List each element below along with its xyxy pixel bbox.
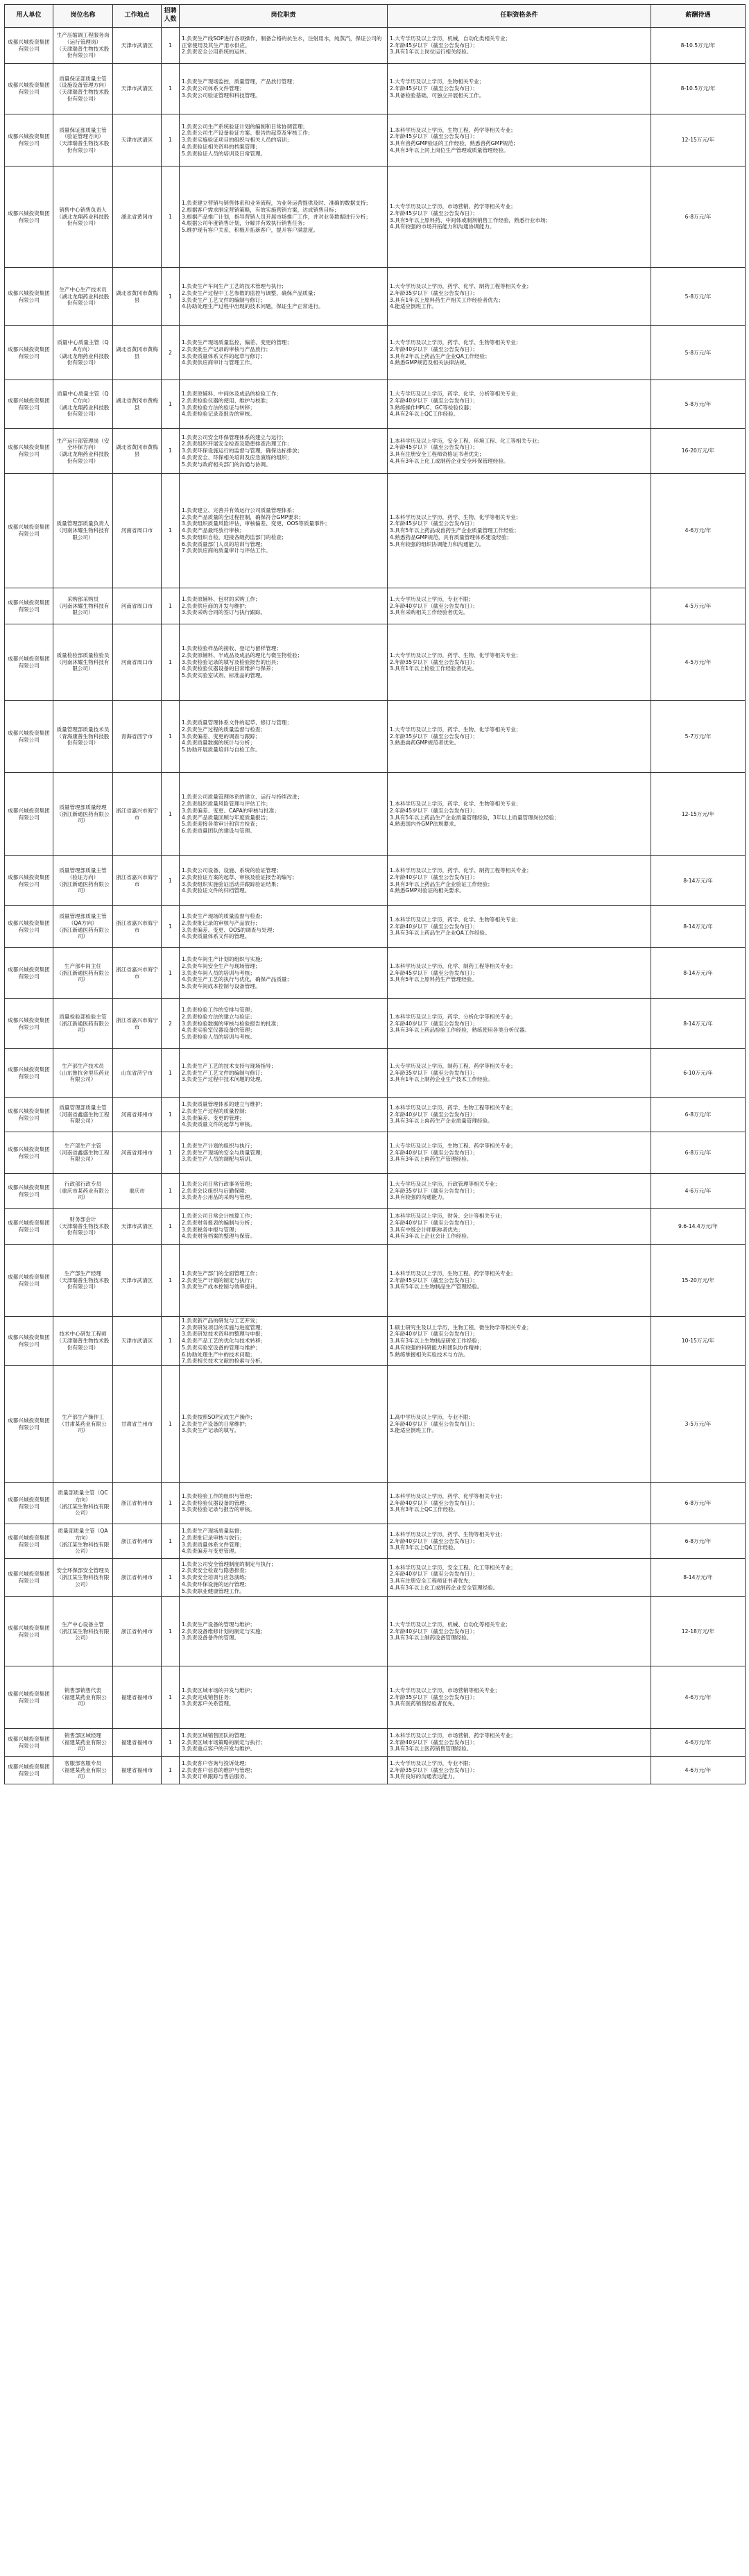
- table-row: [5, 1483, 746, 1524]
- count-cell: 2: [162, 999, 180, 1049]
- count-cell: 1: [162, 1757, 180, 1784]
- location-cell: 福建省福州市: [113, 1729, 162, 1757]
- requirements-cell: 1.大专学历及以上学历，生物相关专业； 2.年龄45岁以下（截至公告发布日）； 3.具备检验基础，可独立开展相关工作。: [388, 64, 651, 114]
- duties-cell: 1.负责原辅料、包材的采购工作； 2.负责供应商的开发与维护； 3.负责采购合同的签订与执行跟踪。: [180, 588, 388, 624]
- requirements-cell: 1.本科学历及以上学历，药学、化学、制药工程等相关专业； 2.年龄40岁以下（截至公告发布日）； 3.具有3年以上药品生产企业验证工作经验； 4.熟悉GMP对验证的相关要求。: [388, 856, 651, 906]
- location-cell: 浙江省嘉兴市海宁市: [113, 999, 162, 1049]
- unit-cell: 成都兴城投资集团有限公司: [5, 326, 53, 380]
- duties-cell: 1.负责生产现场质量监督； 2.负责批记录审核与放行； 3.负责质量体系文件管理； 4.负责偏差与变更管理。: [180, 1524, 388, 1559]
- location-cell: 河南省周口市: [113, 624, 162, 701]
- unit-cell: 成都兴城投资集团有限公司: [5, 588, 53, 624]
- location-cell: 青海省西宁市: [113, 701, 162, 773]
- count-cell: 1: [162, 64, 180, 114]
- requirements-cell: 1.大专学历及以上学历，市场营销等相关专业； 2.年龄35岁以下（截至公告发布日）； 3.具有医药销售经验者优先。: [388, 1666, 651, 1729]
- requirements-cell: 1.大专学历及以上学历，药学、生物、化学等相关专业； 2.年龄35岁以下（截至公告发布日）； 3.熟悉兽药GMP规范者优先。: [388, 701, 651, 773]
- location-cell: 甘肃省兰州市: [113, 1366, 162, 1483]
- location-cell: 浙江省杭州市: [113, 1483, 162, 1524]
- count-cell: 1: [162, 773, 180, 856]
- unit-cell: 成都兴城投资集团有限公司: [5, 1524, 53, 1559]
- location-cell: 浙江省杭州市: [113, 1524, 162, 1559]
- requirements-cell: 1.本科学历及以上学历，药学、分析化学等相关专业； 2.年龄40岁以下（截至公告发布日）； 3.具有3年以上药品检验工作经验，熟练使用各类分析仪器。: [388, 999, 651, 1049]
- count-cell: 1: [162, 1366, 180, 1483]
- unit-cell: 成都兴城投资集团有限公司: [5, 1317, 53, 1366]
- unit-cell: 成都兴城投资集团有限公司: [5, 28, 53, 64]
- location-cell: 河南省周口市: [113, 588, 162, 624]
- count-cell: 1: [162, 906, 180, 948]
- header-position: 岗位名称: [53, 5, 113, 28]
- requirements-cell: 1.大专学历及以上学历，机械、自动化等相关专业； 2.年龄40岁以下（截至公告发布日）； 3.具有3年以上制药设备管理经验。: [388, 1597, 651, 1666]
- salary-cell: 4-6万元/年: [651, 1757, 746, 1784]
- table-row: [5, 1174, 746, 1209]
- duties-cell: 1.负责公司质量管理体系的建立、运行与持续改进； 2.负责组织质量风险管理与评估工作； 3.负责偏差、变更、CAPA的审核与批准； 4.负责产品质量回顾与年度质量报告； 5.负责迎接各类审计和官方检查； 6.负责质量团队的建设与管理。: [180, 773, 388, 856]
- salary-cell: 15-20万元/年: [651, 1245, 746, 1317]
- count-cell: 1: [162, 588, 180, 624]
- duties-cell: 1.负责公司日常会计核算工作； 2.负责财务报表的编制与分析； 3.负责税务申报与管理； 4.负责财务档案的整理与保管。: [180, 1209, 388, 1245]
- requirements-cell: 1.本科学历及以上学历，化学、制药工程等相关专业； 2.年龄45岁以下（截至公告发布日）； 3.具有5年以上原料药生产管理经验。: [388, 948, 651, 999]
- unit-cell: 成都兴城投资集团有限公司: [5, 1666, 53, 1729]
- count-cell: 1: [162, 28, 180, 64]
- salary-cell: 12-18万元/年: [651, 1597, 746, 1666]
- table-row: [5, 64, 746, 114]
- unit-cell: 成都兴城投资集团有限公司: [5, 167, 53, 268]
- table-row: [5, 773, 746, 856]
- position-cell: 销售中心销售负责人 （湖北龙翔药业科技股份有限公司）: [53, 167, 113, 268]
- unit-cell: 成都兴城投资集团有限公司: [5, 380, 53, 429]
- position-cell: 质量管理部质量负责人 （河南沐耀生物科技有限公司）: [53, 474, 113, 588]
- unit-cell: 成都兴城投资集团有限公司: [5, 856, 53, 906]
- duties-cell: 1.负责建立营销与销售体系和业务流程，为业务运营提供及时、准确的数据支持； 2.根据客户需求制定营销策略，有效实施营销方案，达成销售目标； 3.根据产品推广计划，指导营销人员开展市场推广工作，并对业务数据进行分析； 4.根据公司年度销售计划，分解并有效执行销售任务； 5.维护现有客户关系，积极开拓新客户，提升客户满意度。: [180, 167, 388, 268]
- table-row: [5, 999, 746, 1049]
- salary-cell: 6-8万元/年: [651, 167, 746, 268]
- table-row: [5, 1209, 746, 1245]
- table-body: [5, 28, 746, 1784]
- location-cell: 天津市武清区: [113, 28, 162, 64]
- salary-cell: 12-15万元/年: [651, 114, 746, 167]
- position-cell: 生产部车间主任 （浙江新通医药有限公司）: [53, 948, 113, 999]
- duties-cell: 1.负责检验工作的安排与管理； 2.负责检验方法的建立与验证； 3.负责检验数据的审核与检验报告的批准； 4.负责实验室仪器设备的管理； 5.负责检验人员的培训与考核。: [180, 999, 388, 1049]
- salary-cell: 8-10.5万元/年: [651, 64, 746, 114]
- count-cell: 1: [162, 429, 180, 474]
- salary-cell: 6-8万元/年: [651, 1132, 746, 1174]
- count-cell: 1: [162, 1132, 180, 1174]
- position-cell: 质量管理部质量主管 （河南省鑫盛生物工程有限公司）: [53, 1098, 113, 1132]
- table-row: [5, 268, 746, 326]
- table-row: [5, 701, 746, 773]
- table-row: [5, 28, 746, 64]
- unit-cell: 成都兴城投资集团有限公司: [5, 429, 53, 474]
- count-cell: 1: [162, 268, 180, 326]
- count-cell: 1: [162, 114, 180, 167]
- count-cell: 1: [162, 1524, 180, 1559]
- duties-cell: 1.负责质量管理体系文件的起草、修订与管理； 2.负责生产过程的质量监督与检查； 3.负责偏差、变更的调查与跟踪； 4.负责质量数据的统计与分析； 5.协助开展质量培训与自检工作。: [180, 701, 388, 773]
- location-cell: 山东省济宁市: [113, 1049, 162, 1098]
- location-cell: 浙江省嘉兴市海宁市: [113, 773, 162, 856]
- position-cell: 质量管理部质量经理 （浙江新通医药有限公司）: [53, 773, 113, 856]
- salary-cell: 4-6万元/年: [651, 1174, 746, 1209]
- table-row: [5, 114, 746, 167]
- position-cell: 质量检验部检验主管 （浙江新通医药有限公司）: [53, 999, 113, 1049]
- position-cell: 质量部质量主管（QC方向） （浙江某生物科技有限公司）: [53, 1483, 113, 1524]
- requirements-cell: 1.大专学历及以上学历，药学、化学、生物等相关专业； 2.年龄40岁以下（截至公告发布日）； 3.具有2年以上药品生产企业QA工作经验； 4.熟悉GMP规范及相关法律法规。: [388, 326, 651, 380]
- position-cell: 质量管理部质量技术员 （青海康普生物科技股份有限公司）: [53, 701, 113, 773]
- salary-cell: 12-15万元/年: [651, 773, 746, 856]
- salary-cell: 8-14万元/年: [651, 856, 746, 906]
- position-cell: 生产中心生产技术员 （湖北龙翔药业科技股份有限公司）: [53, 268, 113, 326]
- location-cell: 湖北省黄冈市: [113, 167, 162, 268]
- position-cell: 安全环保部安全管理员 （浙江某生物科技有限公司）: [53, 1559, 113, 1597]
- position-cell: 财务部会计 （天津瑞普生物技术股份有限公司）: [53, 1209, 113, 1245]
- count-cell: 1: [162, 1597, 180, 1666]
- unit-cell: 成都兴城投资集团有限公司: [5, 1729, 53, 1757]
- position-cell: 销售部区域经理 （福建某药业有限公司）: [53, 1729, 113, 1757]
- header-location: 工作地点: [113, 5, 162, 28]
- unit-cell: 成都兴城投资集团有限公司: [5, 999, 53, 1049]
- count-cell: 1: [162, 948, 180, 999]
- position-cell: 生产部生产经理 （天津瑞普生物技术股份有限公司）: [53, 1245, 113, 1317]
- table-row: [5, 1559, 746, 1597]
- salary-cell: 4-5万元/年: [651, 588, 746, 624]
- location-cell: 浙江省嘉兴市海宁市: [113, 856, 162, 906]
- duties-cell: 1.负责区域市场的开发与维护； 2.负责完成销售任务； 3.负责客户关系管理。: [180, 1666, 388, 1729]
- duties-cell: 1.负责生产现场质量监控，偏差、变更的管理； 2.负责批生产记录的审核与产品放行； 3.负责质量体系文件的起草与修订； 4.负责供应商审计与管理工作。: [180, 326, 388, 380]
- salary-cell: 9.6-14.4万元/年: [651, 1209, 746, 1245]
- location-cell: 河南省郑州市: [113, 1098, 162, 1132]
- count-cell: 1: [162, 1666, 180, 1729]
- duties-cell: 1.负责质量管理体系的建立与维护； 2.负责生产过程的质量控制； 3.负责偏差、变更的管理； 4.负责质量文件的起草与审核。: [180, 1098, 388, 1132]
- duties-cell: 1.负责生产现场监控，质量管理，产品放行管理； 2.负责公司体系文件管理； 3.负责公司验证管理和科技管理。: [180, 64, 388, 114]
- salary-cell: 10-15万元/年: [651, 1317, 746, 1366]
- requirements-cell: 1.本科学历及以上学历，市场营销、药学等相关专业； 2.年龄40岁以下（截至公告发布日）； 3.具有3年以上医药销售管理经验。: [388, 1729, 651, 1757]
- location-cell: 河南省郑州市: [113, 1132, 162, 1174]
- count-cell: 1: [162, 1049, 180, 1098]
- unit-cell: 成都兴城投资集团有限公司: [5, 268, 53, 326]
- table-row: [5, 1245, 746, 1317]
- count-cell: 1: [162, 1729, 180, 1757]
- unit-cell: 成都兴城投资集团有限公司: [5, 1049, 53, 1098]
- requirements-cell: 1.本科学历及以上学历，药学、生物等相关专业； 2.年龄40岁以下（截至公告发布日）； 3.具有3年以上QA工作经验。: [388, 1524, 651, 1559]
- duties-cell: 1.负责生产设备的管理与维护； 2.负责设备维修计划的制定与实施； 3.负责设备备件的管理。: [180, 1597, 388, 1666]
- count-cell: 1: [162, 1559, 180, 1597]
- table-row: [5, 326, 746, 380]
- salary-cell: 4-5万元/年: [651, 624, 746, 701]
- duties-cell: 1.负责检验样品的接收、登记与留样管理； 2.负责原辅料、半成品及成品的理化与微生物检验； 3.负责检验记录的填写及检验报告的出具； 4.负责检验仪器设备的日常维护与保养； 5.负责实验室试剂、标准品的管理。: [180, 624, 388, 701]
- duties-cell: 1.负责生产车间生产工艺的技术管理与执行； 2.负责生产过程中工艺参数的监控与调整，确保产品质量； 3.负责生产工艺文件的编制与修订； 4.协助处理生产过程中出现的技术问题，保证生产正常进行。: [180, 268, 388, 326]
- requirements-cell: 1.本科学历及以上学历，药学、化学等相关专业； 2.年龄40岁以下（截至公告发布日）； 3.具有3年以上QC工作经验。: [388, 1483, 651, 1524]
- salary-cell: 4-6万元/年: [651, 1729, 746, 1757]
- count-cell: 1: [162, 1098, 180, 1132]
- location-cell: 天津市武清区: [113, 1245, 162, 1317]
- unit-cell: 成都兴城投资集团有限公司: [5, 1366, 53, 1483]
- position-cell: 生产压缩调工程服务岗（运行管理岗） （天津瑞普生物技术股份有限公司）: [53, 28, 113, 64]
- count-cell: 1: [162, 167, 180, 268]
- salary-cell: 8-10.5万元/年: [651, 28, 746, 64]
- duties-cell: 1.负责公司日常行政事务管理； 2.负责会议组织与后勤保障； 3.负责办公用品的采购与管理。: [180, 1174, 388, 1209]
- requirements-cell: 1.高中学历及以上学历，专业不限； 2.年龄40岁以下（截至公告发布日）； 3.能适应倒班工作。: [388, 1366, 651, 1483]
- requirements-cell: 1.本科学历及以上学历，生物工程、药学等相关专业； 2.年龄45岁以下（截至公告发布日）； 3.具有兽药GMP验证的工作经验，熟悉兽药GMP规范； 4.具有3年以上同上岗位生产管理或质量管理经验。: [388, 114, 651, 167]
- duties-cell: 1.负责区域销售团队的管理； 2.负责区域市场策略的制定与执行； 3.负责重点客户的开发与维护。: [180, 1729, 388, 1757]
- location-cell: 浙江省杭州市: [113, 1559, 162, 1597]
- salary-cell: 5-8万元/年: [651, 268, 746, 326]
- position-cell: 生产中心设备主管 （浙江某生物科技有限公司）: [53, 1597, 113, 1666]
- duties-cell: 1.负责检验工作的组织与管理； 2.负责检验仪器设备的管理； 3.负责检验记录与报告的审核。: [180, 1483, 388, 1524]
- location-cell: 天津市武清区: [113, 1209, 162, 1245]
- unit-cell: 成都兴城投资集团有限公司: [5, 701, 53, 773]
- unit-cell: 成都兴城投资集团有限公司: [5, 1559, 53, 1597]
- salary-cell: 5-8万元/年: [651, 326, 746, 380]
- position-cell: 行政部行政专员 （重庆市某药业有限公司）: [53, 1174, 113, 1209]
- unit-cell: 成都兴城投资集团有限公司: [5, 474, 53, 588]
- duties-cell: 1.负责生产工艺的技术支持与现场指导； 2.负责生产工艺文件的编制与修订； 3.负责生产过程中技术问题的处理。: [180, 1049, 388, 1098]
- salary-cell: 6-8万元/年: [651, 1483, 746, 1524]
- count-cell: 1: [162, 1245, 180, 1317]
- position-cell: 质量部质量主管（QA方向） （浙江某生物科技有限公司）: [53, 1524, 113, 1559]
- unit-cell: 成都兴城投资集团有限公司: [5, 773, 53, 856]
- duties-cell: 1.负责生产计划的组织与执行； 2.负责生产现场的安全与质量管理； 3.负责生产人员的调配与培训。: [180, 1132, 388, 1174]
- count-cell: 1: [162, 624, 180, 701]
- table-row: [5, 1317, 746, 1366]
- requirements-cell: 1.本科学历及以上学历，药学、化学、生物等相关专业； 2.年龄45岁以下（截至公告发布日）； 3.具有5年以上药品生产企业质量管理经验，3年以上质量管理岗位经验； 4.熟悉国内外GMP法规要求。: [388, 773, 651, 856]
- requirements-cell: 1.本科学历及以上学历，药学、化学、生物等相关专业； 2.年龄40岁以下（截至公告发布日）； 3.具有3年以上药品生产企业QA工作经验。: [388, 906, 651, 948]
- position-cell: 生产部生产技术员 （山东鲁抗舍里乐药业有限公司）: [53, 1049, 113, 1098]
- duties-cell: 1.负责生产部门的全面管理工作； 2.负责生产计划的制定与执行； 3.负责生产成本控制与效率提升。: [180, 1245, 388, 1317]
- duties-cell: 1.负责公司安全管理制度的制定与执行； 2.负责安全检查与隐患排查； 3.负责安全培训与应急演练； 4.负责环保设施的运行管理； 5.负责职业健康管理工作。: [180, 1559, 388, 1597]
- count-cell: 1: [162, 1174, 180, 1209]
- table-row: [5, 1757, 746, 1784]
- table-row: [5, 1666, 746, 1729]
- duties-cell: 1.负责车间生产计划的组织与实施； 2.负责车间安全生产与现场管理； 3.负责车间人员的培训与考核； 4.负责生产工艺的执行与优化，确保产品质量； 5.负责车间成本控制与设备管理。: [180, 948, 388, 999]
- requirements-cell: 1.大专学历及以上学历，生物工程、药学等相关专业； 2.年龄40岁以下（截至公告发布日）； 3.具有3年以上兽药生产管理经验。: [388, 1132, 651, 1174]
- unit-cell: 成都兴城投资集团有限公司: [5, 1132, 53, 1174]
- salary-cell: 8-14万元/年: [651, 1559, 746, 1597]
- requirements-cell: 1.硕士研究生及以上学历，生物工程、微生物学等相关专业； 2.年龄40岁以下（截至公告发布日）； 3.具有3年以上生物制品研发工作经验； 4.具有较强的科研能力和团队协作精神； 5.熟练掌握相关实验技术与方法。: [388, 1317, 651, 1366]
- table-row: [5, 1597, 746, 1666]
- table-header-row: [5, 5, 746, 28]
- location-cell: 湖北省黄冈市黄梅县: [113, 326, 162, 380]
- table-row: [5, 624, 746, 701]
- salary-cell: 6-8万元/年: [651, 1524, 746, 1559]
- salary-cell: 8-14万元/年: [651, 948, 746, 999]
- location-cell: 福建省福州市: [113, 1666, 162, 1729]
- position-cell: 质量中心质量主管（QC方向） （湖北龙翔药业科技股份有限公司）: [53, 380, 113, 429]
- duties-cell: 1.负责建立、完善并有效运行公司质量管理体系； 2.负责产品质量的全过程控制，确保符合GMP要求； 3.负责组织质量风险评估，审核偏差、变更、OOS等质量事件； 4.负责产品最终放行审核； 5.负责组织自检，迎接各级药监部门的检查； 6.负责质量部门人员的培训与管理； 7.负责供应商的质量审计与评估工作。: [180, 474, 388, 588]
- location-cell: 湖北省黄冈市黄梅县: [113, 380, 162, 429]
- table-row: [5, 380, 746, 429]
- duties-cell: 1.负责公司生产系统验证计划的编制和日常协调管理； 2.负责公司生产设备验证方案、报告的起草及审核工作； 3.负责实施验证项目的组织与相关人员的培训； 4.负责验证相关资料的档案管理； 5.负责验证人员的培训及日常管理。: [180, 114, 388, 167]
- table-row: [5, 1049, 746, 1098]
- requirements-cell: 1.本科学历及以上学历，财务、会计等相关专业； 2.年龄40岁以下（截至公告发布日）； 3.具有中级会计师职称者优先； 4.具有3年以上企业会计工作经验。: [388, 1209, 651, 1245]
- table-row: [5, 474, 746, 588]
- location-cell: 重庆市: [113, 1174, 162, 1209]
- count-cell: 1: [162, 856, 180, 906]
- requirements-cell: 1.大专学历及以上学历，专业不限； 2.年龄35岁以下（截至公告发布日）； 3.具有良好的沟通表达能力。: [388, 1757, 651, 1784]
- salary-cell: 5-8万元/年: [651, 380, 746, 429]
- requirements-cell: 1.本科学历及以上学历，安全工程、化工等相关专业； 2.年龄40岁以下（截至公告发布日）； 3.具有注册安全工程师证书者优先； 4.具有3年以上化工或制药企业安全管理经验。: [388, 1559, 651, 1597]
- requirements-cell: 1.本科学历及以上学历，生物工程、药学等相关专业； 2.年龄45岁以下（截至公告发布日）； 3.具有5年以上生物制品生产管理经验。: [388, 1245, 651, 1317]
- requirements-cell: 1.大专学历及以上学历，药学、生物、化学等相关专业； 2.年龄35岁以下（截至公告发布日）； 3.具有1年以上检验工作经验者优先。: [388, 624, 651, 701]
- table-row: [5, 948, 746, 999]
- position-cell: 技术中心研发工程师 （天津瑞普生物技术股份有限公司）: [53, 1317, 113, 1366]
- salary-cell: 8-14万元/年: [651, 999, 746, 1049]
- location-cell: 浙江省杭州市: [113, 1597, 162, 1666]
- location-cell: 浙江省嘉兴市海宁市: [113, 906, 162, 948]
- count-cell: 1: [162, 701, 180, 773]
- salary-cell: 8-14万元/年: [651, 906, 746, 948]
- position-cell: 质量检验部质量检验员 （河南沐耀生物科技有限公司）: [53, 624, 113, 701]
- location-cell: 浙江省嘉兴市海宁市: [113, 948, 162, 999]
- salary-cell: 4-6万元/年: [651, 1666, 746, 1729]
- salary-cell: 5-7万元/年: [651, 701, 746, 773]
- location-cell: 天津市武清区: [113, 114, 162, 167]
- requirements-cell: 1.大专学历及以上学历，市场营销、药学等相关专业； 2.年龄45岁以下（截至公告发布日）； 3.具有5年以上原料药、中间体或制剂销售工作经验，熟悉行业市场； 4.具有较强的市场开拓能力和沟通协调能力。: [388, 167, 651, 268]
- table-row: [5, 1366, 746, 1483]
- unit-cell: 成都兴城投资集团有限公司: [5, 1483, 53, 1524]
- location-cell: 天津市武清区: [113, 64, 162, 114]
- unit-cell: 成都兴城投资集团有限公司: [5, 1597, 53, 1666]
- unit-cell: 成都兴城投资集团有限公司: [5, 64, 53, 114]
- position-cell: 质量保证部质量主管（设施设备管理方向） （天津瑞普生物技术股份有限公司）: [53, 64, 113, 114]
- position-cell: 生产部生产主管 （河南省鑫盛生物工程有限公司）: [53, 1132, 113, 1174]
- duties-cell: 1.负责客户咨询与投诉处理； 2.负责客户信息的维护与管理； 3.负责订单跟踪与售后服务。: [180, 1757, 388, 1784]
- position-cell: 质量管理部质量主管（验证方向） （浙江新通医药有限公司）: [53, 856, 113, 906]
- duties-cell: 1.负责生产现场的质量监督与检查； 2.负责批记录的审核与产品放行； 3.负责偏差、变更、OOS的调查与处理； 4.负责质量体系文件的管理。: [180, 906, 388, 948]
- requirements-cell: 1.本科学历及以上学历，安全工程、环境工程、化工等相关专业； 2.年龄45岁以下（截至公告发布日）； 3.具有注册安全工程师资格证书者优先； 4.具有3年以上化工或制药企业安全环保管理经验。: [388, 429, 651, 474]
- unit-cell: 成都兴城投资集团有限公司: [5, 1209, 53, 1245]
- position-cell: 客服部客服专员 （福建某药业有限公司）: [53, 1757, 113, 1784]
- count-cell: 1: [162, 1483, 180, 1524]
- duties-cell: 1.负责公司安全环保管理体系的建立与运行； 2.负责组织开展安全检查及隐患排查治理工作； 3.负责环保设施运行的监督与管理，确保达标排放； 4.负责安全、环保相关培训及应急演练的组织； 5.负责与政府相关部门的沟通与协调。: [180, 429, 388, 474]
- unit-cell: 成都兴城投资集团有限公司: [5, 1098, 53, 1132]
- unit-cell: 成都兴城投资集团有限公司: [5, 948, 53, 999]
- header-duties: 岗位职责: [180, 5, 388, 28]
- table-row: [5, 429, 746, 474]
- requirements-cell: 1.大专学历及以上学历，专业不限； 2.年龄40岁以下（截至公告发布日）； 3.具有采购相关工作经验者优先。: [388, 588, 651, 624]
- salary-cell: 6-10万元/年: [651, 1049, 746, 1098]
- table-row: [5, 906, 746, 948]
- unit-cell: 成都兴城投资集团有限公司: [5, 906, 53, 948]
- table-row: [5, 1098, 746, 1132]
- duties-cell: 1.负责按照SOP完成生产操作； 2.负责生产设备的日常维护； 3.负责生产记录的填写。: [180, 1366, 388, 1483]
- unit-cell: 成都兴城投资集团有限公司: [5, 1245, 53, 1317]
- location-cell: 天津市武清区: [113, 1317, 162, 1366]
- count-cell: 1: [162, 1209, 180, 1245]
- salary-cell: 6-8万元/年: [651, 1098, 746, 1132]
- position-cell: 采购部采购员 （河南沐耀生物科技有限公司）: [53, 588, 113, 624]
- salary-cell: 4-6万元/年: [651, 474, 746, 588]
- requirements-cell: 1.大专学历及以上学历，药学、化学、分析等相关专业； 2.年龄40岁以下（截至公告发布日）； 3.熟练操作HPLC、GC等检验仪器； 4.具有2年以上QC工作经验。: [388, 380, 651, 429]
- requirements-cell: 1.大专学历及以上学历，制药工程、药学等相关专业； 2.年龄35岁以下（截至公告发布日）； 3.具有1年以上制药企业生产技术工作经验。: [388, 1049, 651, 1098]
- table-row: [5, 1729, 746, 1757]
- salary-cell: 16-20万元/年: [651, 429, 746, 474]
- location-cell: 福建省福州市: [113, 1757, 162, 1784]
- header-count: 招聘人数: [162, 5, 180, 28]
- position-cell: 质量保证部质量主管（验证管理方向） （天津瑞普生物技术股份有限公司）: [53, 114, 113, 167]
- unit-cell: 成都兴城投资集团有限公司: [5, 114, 53, 167]
- table-row: [5, 1132, 746, 1174]
- unit-cell: 成都兴城投资集团有限公司: [5, 1757, 53, 1784]
- duties-cell: 1.负责新产品的研发与工艺开发； 2.负责研发项目的实施与进度管理； 3.负责研发技术资料的整理与申报； 4.负责产品工艺的优化与技术转移； 5.负责实验室设备的管理与维护； 6.协助处理生产中的技术问题； 7.负责相关技术文献的检索与分析。: [180, 1317, 388, 1366]
- unit-cell: 成都兴城投资集团有限公司: [5, 624, 53, 701]
- location-cell: 湖北省黄冈市黄梅县: [113, 268, 162, 326]
- count-cell: 1: [162, 380, 180, 429]
- count-cell: 2: [162, 326, 180, 380]
- requirements-cell: 1.大专学历及以上学历，药学、化学、制药工程等相关专业； 2.年龄35岁以下（截至公告发布日）； 3.具有1年以上原料药生产相关工作经验者优先； 4.能适应倒班工作。: [388, 268, 651, 326]
- salary-cell: 3-5万元/年: [651, 1366, 746, 1483]
- count-cell: 1: [162, 1317, 180, 1366]
- table-row: [5, 588, 746, 624]
- location-cell: 河南省周口市: [113, 474, 162, 588]
- count-cell: 1: [162, 474, 180, 588]
- table-row: [5, 1524, 746, 1559]
- table-row: [5, 856, 746, 906]
- position-cell: 生产运行部管理岗（安全环保方向） （湖北龙翔药业科技股份有限公司）: [53, 429, 113, 474]
- position-cell: 生产部生产操作工 （甘肃某药业有限公司）: [53, 1366, 113, 1483]
- table-row: [5, 167, 746, 268]
- header-salary: 薪酬待遇: [651, 5, 746, 28]
- location-cell: 湖北省黄冈市黄梅县: [113, 429, 162, 474]
- position-cell: 质量中心质量主管（QA方向） （湖北龙翔药业科技股份有限公司）: [53, 326, 113, 380]
- position-cell: 质量管理部质量主管（QA方向） （浙江新通医药有限公司）: [53, 906, 113, 948]
- requirements-cell: 1.大专学历及以上学历，行政管理等相关专业； 2.年龄35岁以下（截至公告发布日）； 3.具有较强的沟通能力。: [388, 1174, 651, 1209]
- duties-cell: 1.负责公司设备、设施、系统的验证管理； 2.负责验证方案的起草、审核及验证报告的编写； 3.负责组织实施验证活动并跟踪验证结果； 4.负责验证文件的归档管理。: [180, 856, 388, 906]
- requirements-cell: 1.本科学历及以上学历，药学、生物工程等相关专业； 2.年龄40岁以下（截至公告发布日）； 3.具有3年以上兽药生产企业质量管理经验。: [388, 1098, 651, 1132]
- requirements-cell: 1.本科学历及以上学历，药学、生物、化学等相关专业； 2.年龄45岁以下（截至公告发布日）； 3.具有5年以上药品或兽药生产企业质量管理工作经验； 4.熟悉药品GMP规范，具有质量管理体系建设经验； 5.具有较强的组织协调能力和沟通能力。: [388, 474, 651, 588]
- requirements-cell: 1.大专学历及以上学历，机械，自动化类相关专业； 2.年龄45岁以下（截至公告发布日）； 3.具有1年以上岗位运行相关经验。: [388, 28, 651, 64]
- unit-cell: 成都兴城投资集团有限公司: [5, 1174, 53, 1209]
- header-unit: 用人单位: [5, 5, 53, 28]
- duties-cell: 1.负责原辅料、中间体及成品的检验工作； 2.负责检验仪器的使用、维护与校准； 3.负责检验方法的验证与转移； 4.负责检验记录及报告的审核。: [180, 380, 388, 429]
- duties-cell: 1.负责生产线SOP进行各项操作，制备合格的抗生水，注射用水，纯蒸汽，保证公司的正常使用及其生产用水供应。 2.负责安全公用系统的运转。: [180, 28, 388, 64]
- position-cell: 销售部销售代表 （福建某药业有限公司）: [53, 1666, 113, 1729]
- header-requirements: 任职资格条件: [388, 5, 651, 28]
- recruitment-table: [4, 4, 746, 1784]
